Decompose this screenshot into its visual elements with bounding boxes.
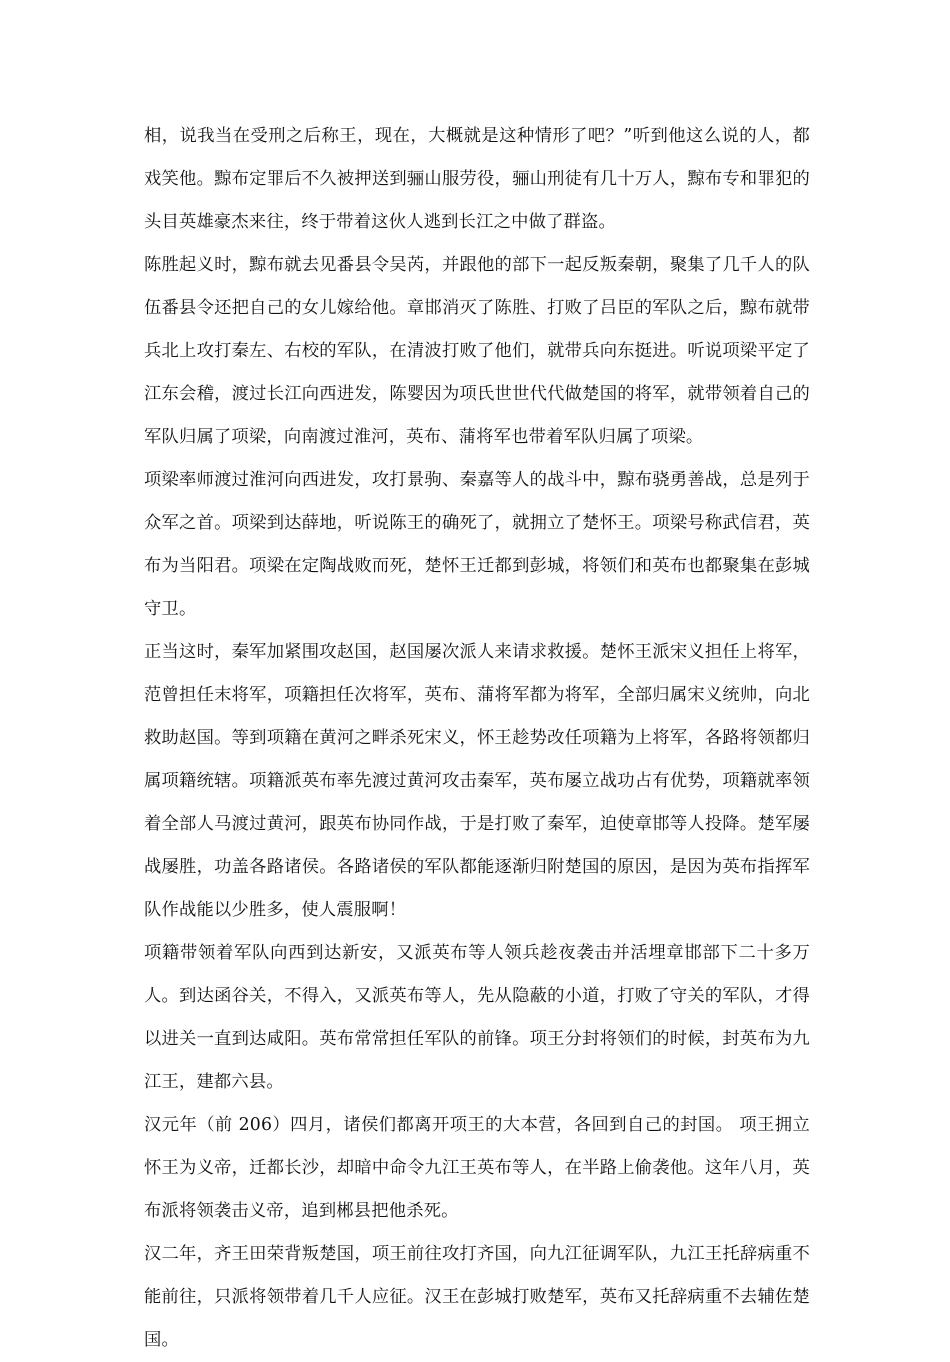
paragraph: 相，说我当在受刑之后称王，现在，大概就是这种情形了吧？”听到他这么说的人，都戏笑他。黥布定罪后不久被押送到骊山服劳役，骊山刑徒有几十万人，黥布专和罪犯的头目英雄豪杰来往，终于带着这伙人逃到长江之中做了群盗。 [144,126,810,232]
paragraph: 汉二年，齐王田荣背叛楚国，项王前往攻打齐国，向九江征调军队，九江王托辞病重不能前往，只派将领带着几千人应征。汉王在彭城打败楚军，英布又托辞病重不去辅佐楚国。 [144,1244,810,1350]
document-body [144,115,810,1362]
paragraph: 项籍带领着军队向西到达新安，又派英布等人领兵趁夜袭击并活埋章邯部下二十多万人。到达函谷关，不得入，又派英布等人，先从隐蔽的小道，打败了守关的军队，才得以进关一直到达咸阳。英布常常担任军队的前锋。项王分封将领们的时候，封英布为九江王，建都六县。 [144,943,810,1092]
paragraph: 汉元年（前 206）四月，诸侯们都离开项王的大本营，各回到自己的封国。 项王拥立怀王为义帝，迁都长沙，却暗中命令九江王英布等人，在半路上偷袭他。这年八月，英布派将领袭击义帝，追到郴县把他杀死。 [144,1115,810,1221]
paragraph: 陈胜起义时，黥布就去见番县令吴芮，并跟他的部下一起反叛秦朝，聚集了几千人的队伍番县令还把自己的女儿嫁给他。章邯消灭了陈胜、打败了吕臣的军队之后，黥布就带兵北上攻打秦左、右校的军队，在清波打败了他们，就带兵向东挺进。听说项梁平定了江东会稽，渡过长江向西进发，陈婴因为项氏世世代代做楚国的将军，就带领着自己的军队归属了项梁，向南渡过淮河，英布、蒲将军也带着军队归属了项梁。 [144,255,810,447]
paragraph: 项梁率师渡过淮河向西进发，攻打景驹、秦嘉等人的战斗中，黥布骁勇善战，总是列于众军之首。项梁到达薛地，听说陈王的确死了，就拥立了楚怀王。项梁号称武信君，英布为当阳君。项梁在定陶战败而死，楚怀王迁都到彭城，将领们和英布也都聚集在彭城守卫。 [144,470,810,619]
paragraph: 正当这时，秦军加紧围攻赵国，赵国屡次派人来请求救援。楚怀王派宋义担任上将军，范曾担任末将军，项籍担任次将军，英布、蒲将军都为将军，全部归属宋义统帅，向北救助赵国。等到项籍在黄河之畔杀死宋义，怀王趁势改任项籍为上将军，各路将领都归属项籍统辖。项籍派英布率先渡过黄河攻击秦军，英布屡立战功占有优势，项籍就率领着全部人马渡过黄河，跟英布协同作战，于是打败了秦军，迫使章邯等人投降。楚军屡战屡胜，功盖各路诸侯。各路诸侯的军队都能逐渐归附楚国的原因，是因为英布指挥军队作战能以少胜多，使人震服啊！ [144,642,810,920]
